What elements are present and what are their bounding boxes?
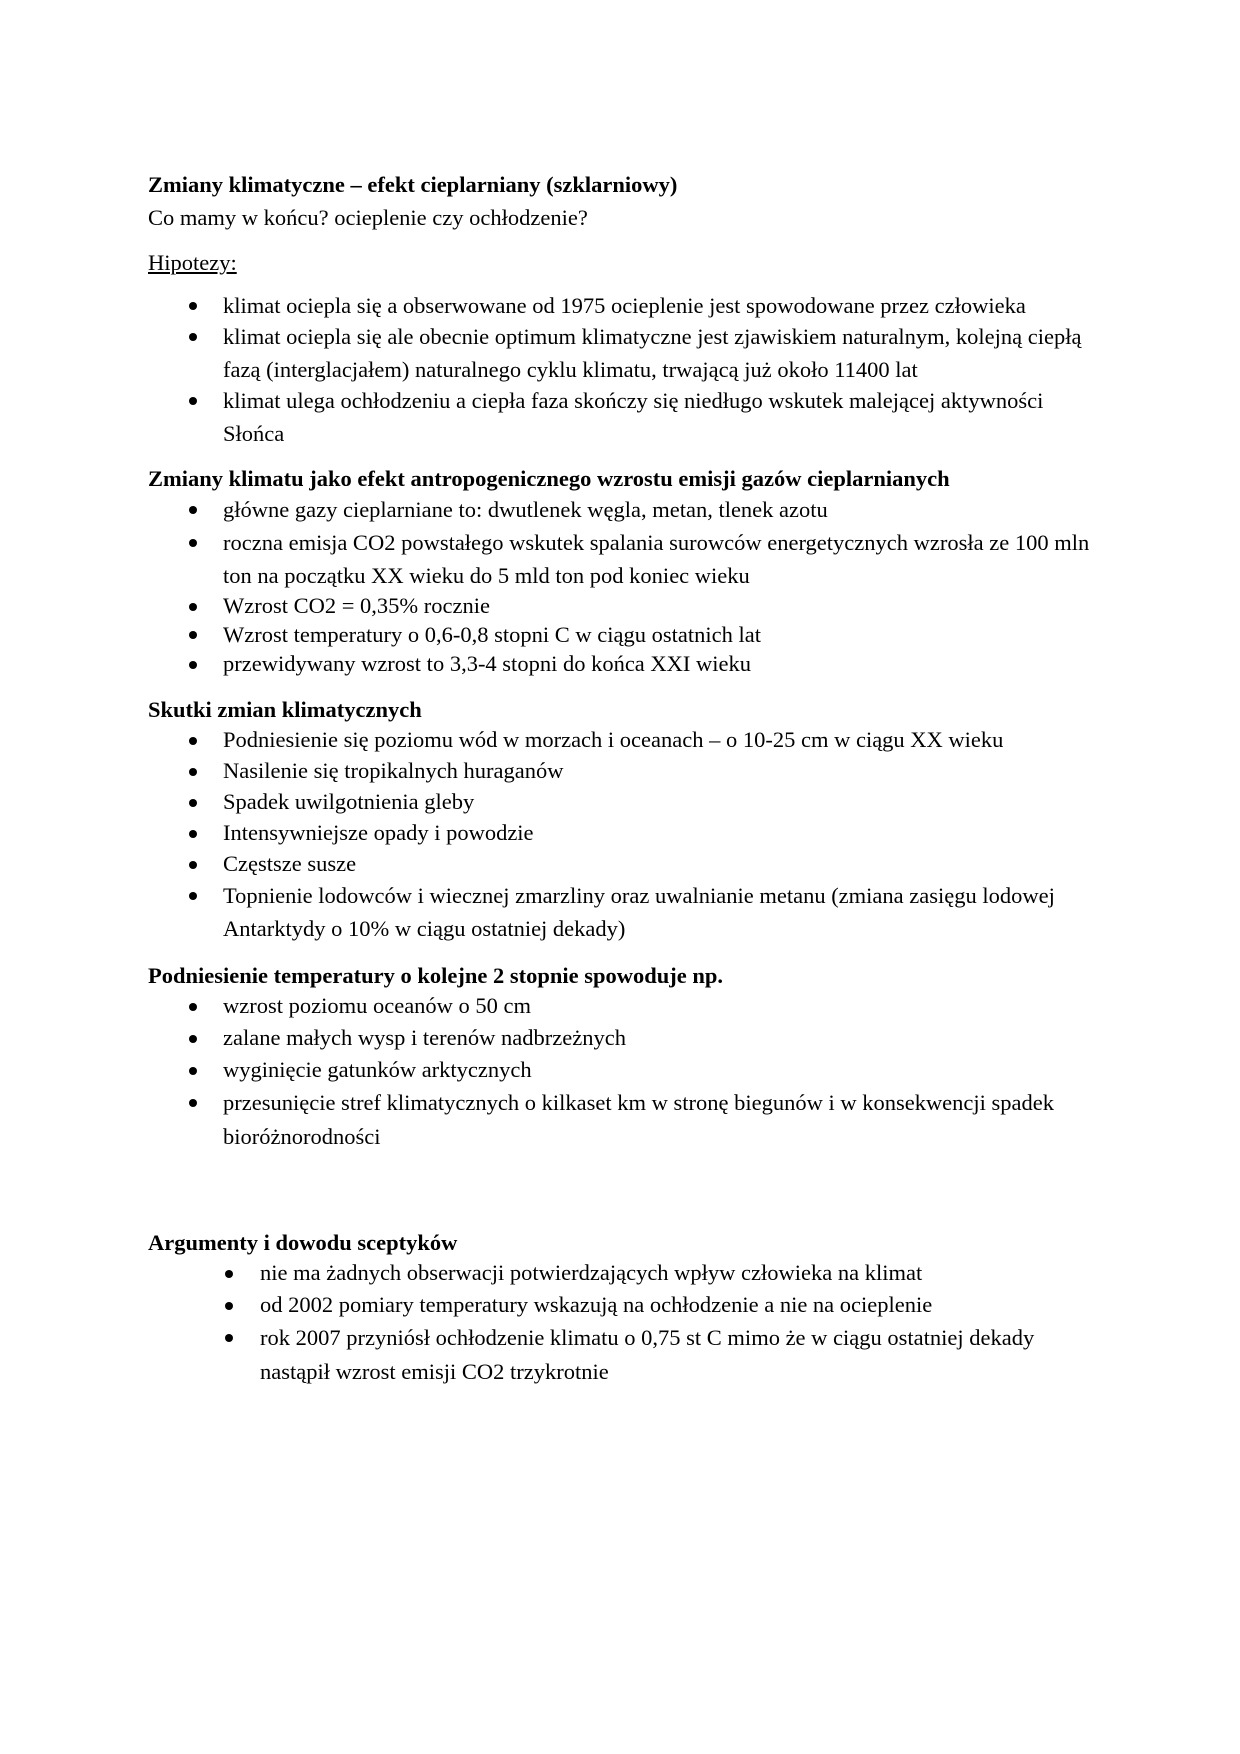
section-list xyxy=(148,493,1108,679)
bullet-icon xyxy=(225,1302,233,1310)
list-item: przewidywany wzrost to 3,3-4 stopni do końca XXI wieku xyxy=(148,649,1108,679)
section-heading: Argumenty i dowodu sceptyków xyxy=(148,1230,458,1255)
list-item: główne gazy cieplarniane to: dwutlenek węgla, metan, tlenek azotu xyxy=(148,493,1108,526)
document-page xyxy=(148,168,1108,1389)
list-item: Spadek uwilgotnienia gleby xyxy=(148,786,1108,817)
bullet-icon xyxy=(189,861,197,869)
bullet-icon xyxy=(189,830,197,838)
list-item: Wzrost temperatury o 0,6-0,8 stopni C w ciągu ostatnich lat xyxy=(148,620,1108,649)
bullet-icon xyxy=(189,539,197,547)
bullet-icon xyxy=(189,333,197,341)
section-list xyxy=(148,990,1108,1154)
bullet-icon xyxy=(225,1270,233,1278)
list-item: klimat ociepla się a obserwowane od 1975 ocieplenie jest spowodowane przez człowieka xyxy=(148,289,1108,322)
bullet-icon xyxy=(189,603,197,611)
list-item: zalane małych wysp i terenów nadbrzeżnych xyxy=(148,1022,1108,1054)
bullet-icon xyxy=(189,397,197,405)
list-item: wzrost poziomu oceanów o 50 cm xyxy=(148,990,1108,1022)
list-item: klimat ulega ochłodzeniu a ciepła faza skończy się niedługo wskutek malejącej aktywności Słońca xyxy=(148,384,1108,450)
bullet-icon xyxy=(225,1334,233,1342)
section-heading: Zmiany klimatu jako efekt antropogenicznego wzrostu emisji gazów cieplarnianych xyxy=(148,466,950,491)
section-list xyxy=(148,1257,1108,1389)
list-item: Nasilenie się tropikalnych huraganów xyxy=(148,755,1108,786)
bullet-icon xyxy=(189,631,197,639)
bullet-icon xyxy=(189,302,197,310)
list-item: Wzrost CO2 = 0,35% rocznie xyxy=(148,592,1108,620)
section-heading: Podniesienie temperatury o kolejne 2 stopnie spowoduje np. xyxy=(148,963,724,988)
list-item: od 2002 pomiary temperatury wskazują na ochłodzenie a nie na ocieplenie xyxy=(148,1289,1108,1321)
document-question: Co mamy w końcu? ocieplenie czy ochłodzenie? xyxy=(148,205,588,230)
bullet-icon xyxy=(189,799,197,807)
list-item: nie ma żadnych obserwacji potwierdzających wpływ człowieka na klimat xyxy=(148,1257,1108,1289)
bullet-icon xyxy=(189,1035,197,1043)
section-list xyxy=(148,724,1108,945)
list-item: przesunięcie stref klimatycznych o kilkaset km w stronę biegunów i w konsekwencji spadek bioróżnorodności xyxy=(148,1086,1108,1154)
document-title: Zmiany klimatyczne – efekt cieplarniany (szklarniowy) xyxy=(148,172,678,197)
list-item: roczna emisja CO2 powstałego wskutek spalania surowców energetycznych wzrosła ze 100 mln ton na początku XX wieku do 5 mld ton pod koniec wieku xyxy=(148,526,1108,592)
bullet-icon xyxy=(189,737,197,745)
list-item: wyginięcie gatunków arktycznych xyxy=(148,1054,1108,1086)
list-item: klimat ociepla się ale obecnie optimum klimatyczne jest zjawiskiem naturalnym, kolejną ciepłą fazą (interglacjałem) naturalnego cyklu klimatu, trwającą już około 11400 lat xyxy=(148,320,1108,386)
list-item: Topnienie lodowców i wiecznej zmarzliny oraz uwalnianie metanu (zmiana zasięgu lodowej Antarktydy o 10% w ciągu ostatniej dekady) xyxy=(148,879,1108,945)
bullet-icon xyxy=(189,661,197,669)
bullet-icon xyxy=(189,1067,197,1075)
hypotheses-label: Hipotezy: xyxy=(148,250,237,275)
bullet-icon xyxy=(189,506,197,514)
bullet-icon xyxy=(189,1003,197,1011)
list-item: Intensywniejsze opady i powodzie xyxy=(148,817,1108,848)
bullet-icon xyxy=(189,1099,197,1107)
bullet-icon xyxy=(189,768,197,776)
list-item: Częstsze susze xyxy=(148,848,1108,879)
list-item: rok 2007 przyniósł ochłodzenie klimatu o 0,75 st C mimo że w ciągu ostatniej dekady nastąpił wzrost emisji CO2 trzykrotnie xyxy=(148,1321,1108,1389)
section-heading: Skutki zmian klimatycznych xyxy=(148,697,422,722)
list-item: Podniesienie się poziomu wód w morzach i oceanach – o 10-25 cm w ciągu XX wieku xyxy=(148,724,1108,755)
hypotheses-list xyxy=(148,289,1108,450)
bullet-icon xyxy=(189,892,197,900)
